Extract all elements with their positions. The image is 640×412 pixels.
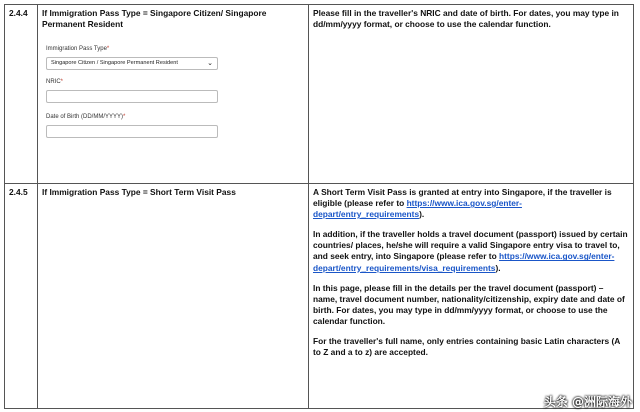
entry-requirements-link[interactable]: https://www.ica.gov.sg/enter-depart/entry_requirements	[313, 198, 522, 220]
condition-cell	[38, 184, 309, 409]
table-row	[5, 5, 634, 184]
chevron-down-icon: ⌄	[207, 59, 213, 67]
table-row	[5, 184, 634, 409]
dob-label: Date of Birth (DD/MM/YYYY)*	[46, 114, 126, 120]
pass-type-value: Singapore Citizen / Singapore Permanent Resident	[51, 59, 178, 66]
visa-requirements-link[interactable]: https://www.ica.gov.sg/enter-depart/entry_requirements/visa_requirements	[313, 251, 615, 273]
citizen-form-preview	[46, 46, 218, 138]
paragraph-3: In this page, please fill in the details per the travel document (passport) – name, travel document number, nationality/citizenship, expiry date and date of birth. For dates, you may type in dd/mm/yyyy format, or choose to use the calendar function.	[313, 282, 625, 326]
dob-input[interactable]	[46, 125, 218, 138]
condition-cell	[38, 5, 309, 184]
instruction-table	[4, 4, 634, 409]
condition-text: If Immigration Pass Type = Singapore Citizen/ Singapore Permanent Resident	[42, 8, 267, 30]
description-cell	[309, 5, 634, 184]
watermark: 头条 @洲际海外	[543, 395, 632, 409]
description-text: Please fill in the traveller's NRIC and date of birth. For dates, you may type in dd/mm/yyyy format, or choose to use the calendar function.	[313, 8, 619, 30]
row-number: 2.4.4	[5, 5, 38, 184]
paragraph-1: A Short Term Visit Pass is granted at entry into Singapore, if the traveller is eligible (please refer to https://www.ica.gov.sg/enter-depart/entry_requirements).	[313, 187, 612, 220]
condition-text: If Immigration Pass Type = Short Term Visit Pass	[42, 187, 236, 197]
nric-input[interactable]	[46, 90, 218, 103]
pass-type-label: Immigration Pass Type*	[46, 46, 110, 53]
paragraph-2: In addition, if the traveller holds a travel document (passport) issued by certain countries/ places, he/she will require a valid Singapore entry visa to travel to, and seek entry, into Singapore (please refer to https://www.ica.gov.sg/enter-depart/entry_requirements/visa_requirements).	[313, 229, 628, 273]
nric-label: NRIC*	[46, 79, 64, 86]
paragraph-4: For the traveller's full name, only entries containing basic Latin characters (A to Z and a to z) are accepted.	[313, 336, 620, 358]
description-cell	[309, 184, 634, 409]
pass-type-select[interactable]	[46, 57, 218, 70]
row-number: 2.4.5	[5, 184, 38, 409]
